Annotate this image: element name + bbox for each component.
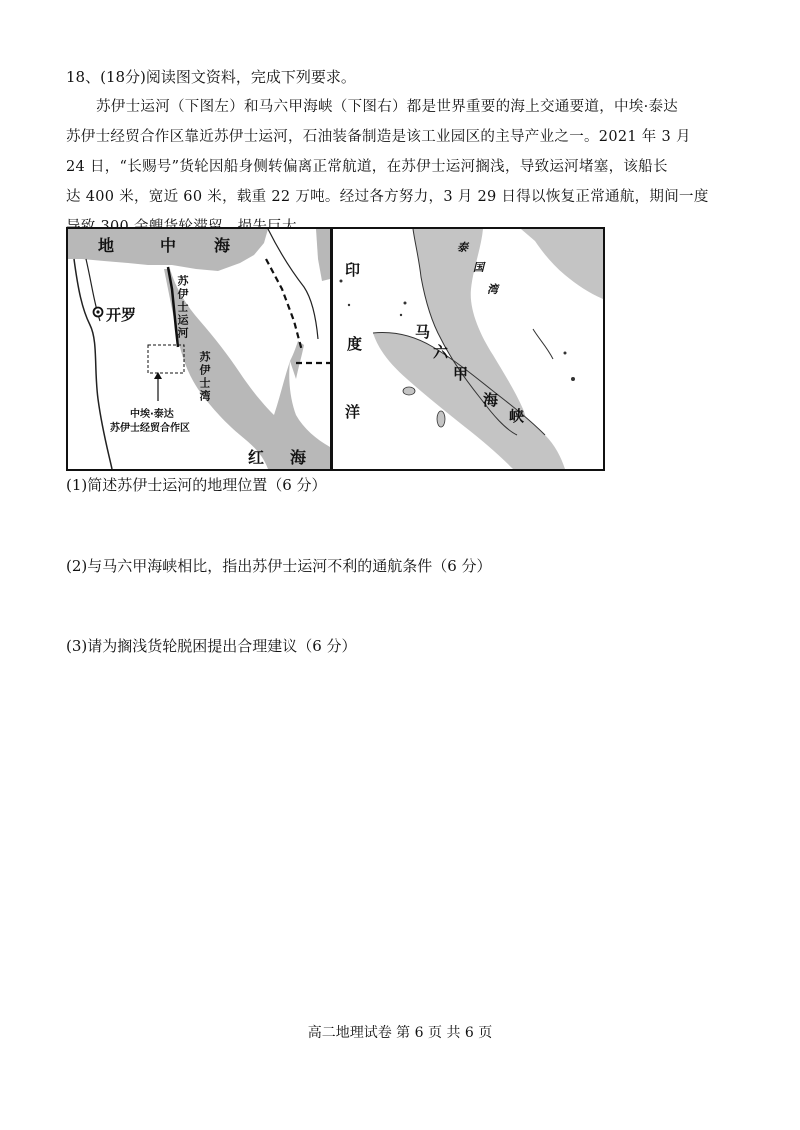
sea-north-char: 地 [98,236,115,255]
strait-char: 马 [415,323,431,341]
sea-north-char: 海 [214,236,231,255]
cooperation-zone-box [148,345,184,373]
suez-canal-map [66,227,332,471]
paragraph-line: 24 日，“长赐号”货轮因船身侧转偏离正常航道，在苏伊士运河搁浅，导致运河堵塞，该船长 [66,159,668,175]
city-cairo-label: 开罗 [106,306,137,324]
paragraph-line: 苏伊士运河（下图左）和马六甲海峡（下图右）都是世界重要的海上交通要道，中埃·泰达 [96,99,679,115]
paragraph-line: 苏伊士经贸合作区靠近苏伊士运河，石油装备制造是该工业园区的主导产业之一。2021 年 3 月 [66,129,691,145]
sea-south-char: 红 [248,448,265,467]
east-coast-line [533,329,553,359]
sea-north-char: 中 [160,236,177,255]
gulf-label: 苏伊士湾 [198,351,211,403]
sub-question-2: (2)与马六甲海峡相比，指出苏伊士运河不利的通航条件（6 分） [66,557,492,575]
strait-char: 峡 [509,407,525,425]
island-dot [348,304,350,306]
question-paragraph [66,92,736,242]
ocean-char: 洋 [345,403,361,421]
sea-south-char: 海 [290,448,307,467]
question-header: 18、(18分)阅读图文资料，完成下列要求。 [66,68,356,86]
gulf-char: 泰 [457,241,468,254]
page-footer: 高二地理试卷 第 6 页 共 6 页 [307,1025,493,1041]
suez-map-graphic [68,229,330,469]
island-dot [340,280,343,283]
ocean-char: 度 [347,335,363,353]
cairo-marker-dot [96,310,99,313]
coastal-strip [316,229,330,281]
malacca-map-graphic [333,229,603,469]
island-dot [400,314,402,316]
gulf-char: 国 [473,261,484,274]
ocean-char: 印 [345,261,361,279]
sub-question-1: (1)简述苏伊士运河的地理位置（6 分） [66,476,327,494]
island-dot [564,352,567,355]
border-dashed-line [266,259,302,351]
paragraph-line: 达 400 米，宽近 60 米，载重 22 万吨。经过各方努力，3 月 29 日得以恢复正常通航，期间一度 [66,189,709,205]
island-dot [571,377,575,381]
island-dot [404,302,407,305]
sub-question-3: (3)请为搁浅货轮脱困提出合理建议（6 分） [66,637,357,655]
strait-char: 六 [433,343,449,361]
indochina-land [521,229,603,299]
island [403,387,415,395]
zone-label-line: 中埃·泰达 [130,409,174,420]
strait-char: 海 [483,391,499,409]
sinai-border [268,229,318,339]
island [437,411,445,427]
zone-label-line: 苏伊士经贸合作区 [110,423,190,434]
canal-label: 苏伊士运河 [176,275,189,340]
gulf-char: 湾 [487,283,498,296]
strait-char: 甲 [453,365,469,383]
malacca-strait-map [331,227,605,471]
